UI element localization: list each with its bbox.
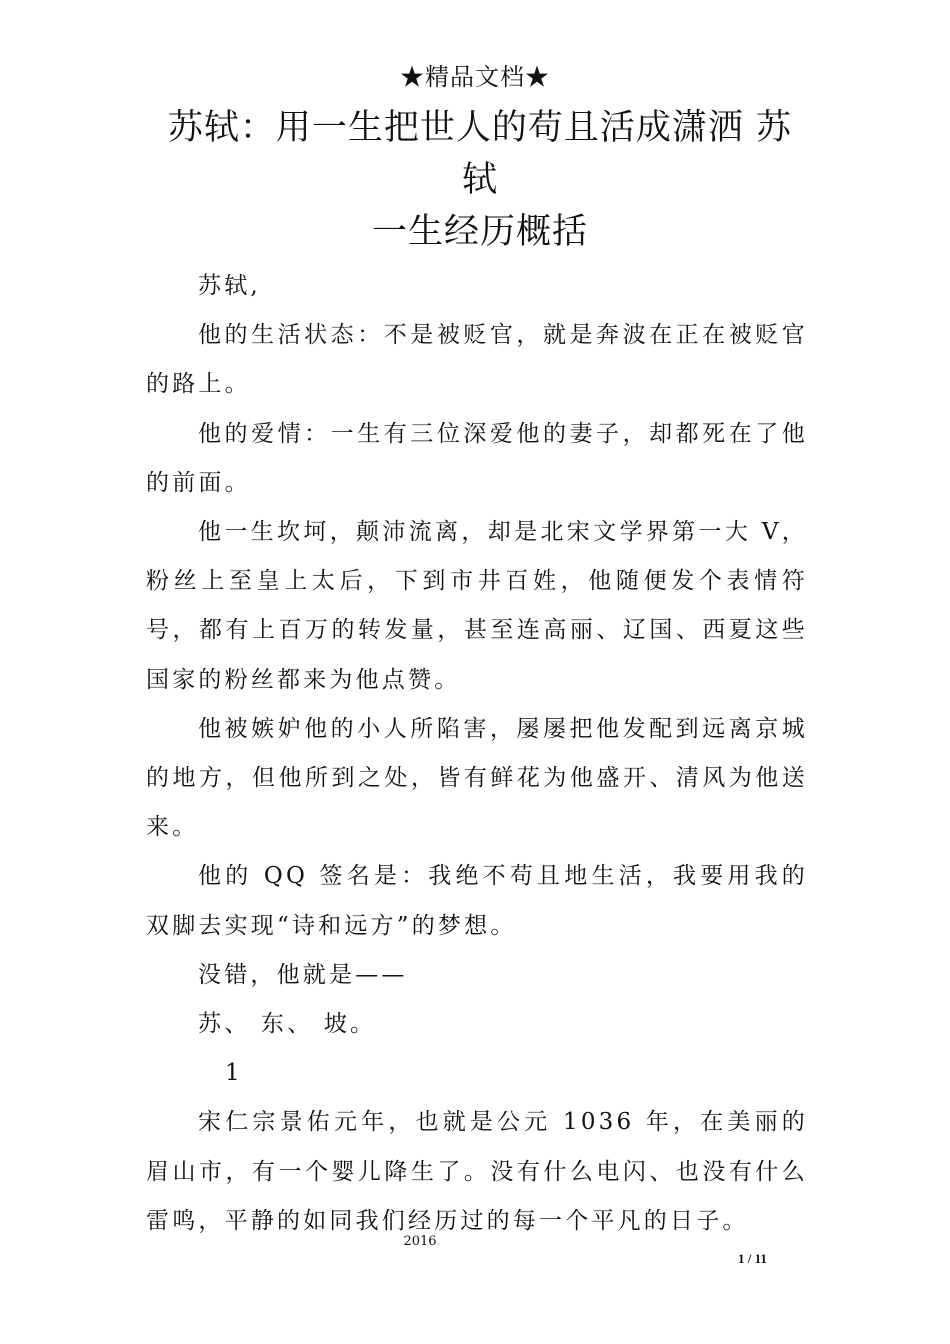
footer-year: 2016 (403, 1234, 437, 1249)
paragraph: 没错，他就是—— (198, 961, 408, 988)
document-body (146, 262, 808, 1246)
paragraph: 他一生坎坷，颠沛流离，却是北宋文学界第一大 V，粉丝上至皇上太后，下到市井百姓，他随便发个表情符号，都有上百万的转发量，甚至连高丽、辽国、西夏这些国家的粉丝都来为他点赞。 (146, 519, 808, 693)
paragraph: 他的爱情：一生有三位深爱他的妻子，却都死在了他的前面。 (146, 420, 808, 496)
paragraph: 宋仁宗景佑元年，也就是公元 1036 年，在美丽的眉山市，有一个婴儿降生了。没有什么电闪、也没有什么雷鸣，平静的如同我们经历过的每一个平凡的日子。 (146, 1109, 808, 1234)
title-line-1: 苏轼：用一生把世人的苟且活成潇洒 苏轼 (167, 108, 793, 200)
paragraph: 他被嫉妒他的小人所陷害，屡屡把他发配到远离京城的地方，但他所到之处，皆有鲜花为他盛开、清风为他送来。 (146, 715, 808, 841)
paragraph: 苏轼, (198, 273, 261, 299)
paragraph: 苏、 东、 坡。 (198, 1011, 377, 1038)
page-number: 1 / 11 (738, 1251, 767, 1266)
document-title (150, 102, 810, 258)
title-line-2: 一生经历概括 (371, 212, 588, 252)
header-badge: ★精品文档★ (400, 63, 550, 91)
section-number: 1 (225, 1060, 243, 1087)
paragraph: 他的生活状态：不是被贬官，就是奔波在正在被贬官的路上。 (146, 322, 808, 398)
paragraph: 他的 QQ 签名是：我绝不苟且地生活，我要用我的双脚去实现“诗和远方”的梦想。 (146, 863, 808, 939)
